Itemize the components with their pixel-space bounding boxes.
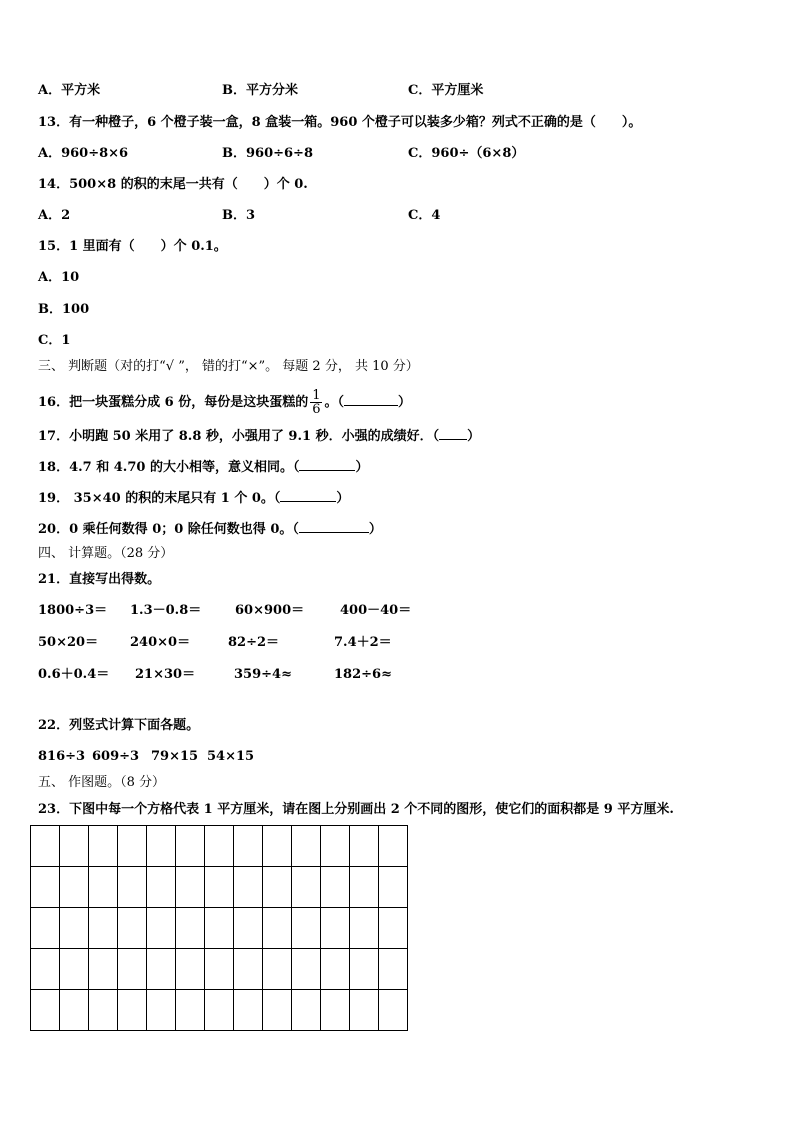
grid-cell[interactable]	[118, 990, 147, 1031]
fraction-denominator: 6	[312, 402, 321, 417]
calc-item: 82÷2＝	[228, 635, 280, 650]
q14-option-a: A．2	[38, 208, 71, 223]
q12-option-b: B．平方分米	[222, 83, 298, 98]
grid-cell[interactable]	[292, 867, 321, 908]
q17-paren-close: ）	[467, 429, 481, 444]
grid-cell[interactable]	[263, 908, 292, 949]
q16-paren-close: ）	[398, 395, 412, 410]
grid-cell[interactable]	[234, 949, 263, 990]
grid-cell[interactable]	[321, 949, 350, 990]
grid-cell[interactable]	[31, 867, 60, 908]
grid-row	[31, 867, 408, 908]
grid-cell[interactable]	[89, 867, 118, 908]
grid-cell[interactable]	[263, 867, 292, 908]
q19-answer-blank[interactable]	[280, 489, 336, 502]
grid-cell[interactable]	[379, 949, 408, 990]
q16-statement	[38, 388, 411, 418]
grid-cell[interactable]	[263, 826, 292, 867]
q22-instruction: 22．列竖式计算下面各题。	[38, 718, 200, 733]
calc-item: 182÷6≈	[334, 667, 392, 682]
grid-cell[interactable]	[234, 990, 263, 1031]
grid-cell[interactable]	[31, 826, 60, 867]
q12-option-a: A．平方米	[38, 83, 101, 98]
grid-row	[31, 990, 408, 1031]
grid-cell[interactable]	[60, 908, 89, 949]
calc-item: 0.6＋0.4＝	[38, 667, 110, 682]
grid-cell[interactable]	[176, 990, 205, 1031]
grid-cell[interactable]	[292, 949, 321, 990]
calc-item: 21×30＝	[135, 667, 196, 682]
grid-cell[interactable]	[31, 908, 60, 949]
calc-item: 240×0＝	[130, 635, 191, 650]
grid-cell[interactable]	[350, 826, 379, 867]
grid-cell[interactable]	[31, 949, 60, 990]
grid-cell[interactable]	[89, 826, 118, 867]
grid-cell[interactable]	[60, 867, 89, 908]
grid-cell[interactable]	[379, 826, 408, 867]
q16-answer-blank[interactable]	[344, 393, 398, 406]
grid-row	[31, 908, 408, 949]
grid-cell[interactable]	[292, 990, 321, 1031]
grid-cell[interactable]	[321, 908, 350, 949]
q23-instruction: 23．下图中每一个方格代表 1 平方厘米，请在图上分别画出 2 个不同的图形，使它们的面积都是 9 平方厘米.	[38, 802, 674, 817]
grid-cell[interactable]	[60, 990, 89, 1031]
grid-cell[interactable]	[292, 826, 321, 867]
grid-cell[interactable]	[147, 949, 176, 990]
grid-cell[interactable]	[379, 908, 408, 949]
calc-item: 1.3－0.8＝	[130, 603, 202, 618]
grid-cell[interactable]	[263, 949, 292, 990]
q20-answer-blank[interactable]	[299, 520, 369, 533]
q18-answer-blank[interactable]	[299, 458, 355, 471]
grid-cell[interactable]	[176, 908, 205, 949]
q12-option-c: C．平方厘米	[408, 83, 484, 98]
grid-row	[31, 826, 408, 867]
grid-cell[interactable]	[89, 949, 118, 990]
grid-cell[interactable]	[234, 826, 263, 867]
q14-option-c: C．4	[408, 208, 441, 223]
q15-question: 15．1 里面有（ ）个 0.1。	[38, 239, 227, 254]
grid-cell[interactable]	[205, 908, 234, 949]
q22-item: 609÷3	[92, 749, 140, 764]
q17-text: 17．小明跑 50 米用了 8.8 秒，小强用了 9.1 秒．小强的成绩好．（	[38, 429, 440, 444]
q15-option-c: C．1	[38, 333, 71, 348]
grid-row	[31, 949, 408, 990]
grid-cell[interactable]	[176, 826, 205, 867]
q19-text: 19． 35×40 的积的末尾只有 1 个 0。（	[38, 491, 281, 506]
calc-item: 359÷4≈	[234, 667, 292, 682]
q17-answer-blank[interactable]	[439, 427, 467, 440]
calc-item: 7.4＋2＝	[334, 635, 392, 650]
grid-cell[interactable]	[147, 990, 176, 1031]
q15-option-a: A．10	[38, 270, 80, 285]
grid-cell[interactable]	[350, 949, 379, 990]
q13-option-a: A．960÷8×6	[38, 146, 129, 161]
section-5-heading: 五、 作图题。（8 分）	[38, 775, 166, 790]
grid-cell[interactable]	[205, 949, 234, 990]
q20-statement	[38, 520, 382, 538]
q19-paren-close: ）	[336, 491, 350, 506]
q20-text: 20．0 乘任何数得 0；0 除任何数也得 0。（	[38, 522, 299, 537]
grid-cell[interactable]	[89, 908, 118, 949]
q17-statement	[38, 427, 480, 445]
grid-cell[interactable]	[234, 867, 263, 908]
grid-cell[interactable]	[118, 826, 147, 867]
q14-question: 14．500×8 的积的末尾一共有（ ）个 0.	[38, 177, 308, 192]
grid-cell[interactable]	[89, 990, 118, 1031]
drawing-grid[interactable]	[30, 825, 408, 1031]
grid-cell[interactable]	[118, 867, 147, 908]
grid-cell[interactable]	[205, 990, 234, 1031]
grid-cell[interactable]	[263, 990, 292, 1031]
calc-item: 60×900＝	[235, 603, 305, 618]
grid-cell[interactable]	[118, 908, 147, 949]
fraction-one-sixth	[310, 389, 322, 416]
q14-option-b: B．3	[222, 208, 256, 223]
grid-cell[interactable]	[147, 867, 176, 908]
q22-item: 816÷3	[38, 749, 86, 764]
grid-cell[interactable]	[205, 826, 234, 867]
grid-cell[interactable]	[350, 908, 379, 949]
q16-text: 16．把一块蛋糕分成 6 份，每份是这块蛋糕的	[38, 395, 309, 410]
grid-cell[interactable]	[118, 949, 147, 990]
grid-cell[interactable]	[176, 867, 205, 908]
grid-cell[interactable]	[205, 867, 234, 908]
q18-paren-close: ）	[355, 460, 369, 475]
calc-item: 400－40＝	[340, 603, 412, 618]
q15-option-b: B．100	[38, 302, 90, 317]
grid-cell[interactable]	[60, 826, 89, 867]
section-3-heading: 三、 判断题（对的打“√ ”， 错的打“×”。 每题 2 分， 共 10 分）	[38, 359, 419, 374]
fraction-numerator: 1	[312, 388, 321, 403]
calc-item: 1800÷3＝	[38, 603, 108, 618]
grid-cell[interactable]	[350, 990, 379, 1031]
grid-cell[interactable]	[379, 990, 408, 1031]
grid-cell[interactable]	[350, 867, 379, 908]
q13-option-c: C．960÷（6×8）	[408, 146, 525, 161]
grid-cell[interactable]	[147, 826, 176, 867]
q16-paren-open: 。（	[324, 395, 344, 410]
q18-text: 18．4.7 和 4.70 的大小相等，意义相同。（	[38, 460, 300, 475]
q13-option-b: B．960÷6÷8	[222, 146, 314, 161]
q22-item: 79×15	[151, 749, 199, 764]
grid-cell[interactable]	[147, 908, 176, 949]
q13-question: 13．有一种橙子，6 个橙子装一盒，8 盒装一箱。960 个橙子可以装多少箱？列式不正确的是（ ）。	[38, 115, 642, 130]
grid-cell[interactable]	[292, 908, 321, 949]
grid-cell[interactable]	[234, 908, 263, 949]
grid-cell[interactable]	[321, 867, 350, 908]
q20-paren-close: ）	[368, 522, 382, 537]
q22-item: 54×15	[207, 749, 255, 764]
grid-cell[interactable]	[321, 826, 350, 867]
calc-item: 50×20＝	[38, 635, 99, 650]
grid-cell[interactable]	[321, 990, 350, 1031]
q18-statement	[38, 458, 368, 476]
grid-cell[interactable]	[176, 949, 205, 990]
section-4-heading: 四、 计算题。（28 分）	[38, 546, 174, 561]
grid-cell[interactable]	[60, 949, 89, 990]
grid-cell[interactable]	[31, 990, 60, 1031]
grid-cell[interactable]	[379, 867, 408, 908]
q21-instruction: 21．直接写出得数。	[38, 572, 161, 587]
q19-statement	[38, 489, 349, 507]
